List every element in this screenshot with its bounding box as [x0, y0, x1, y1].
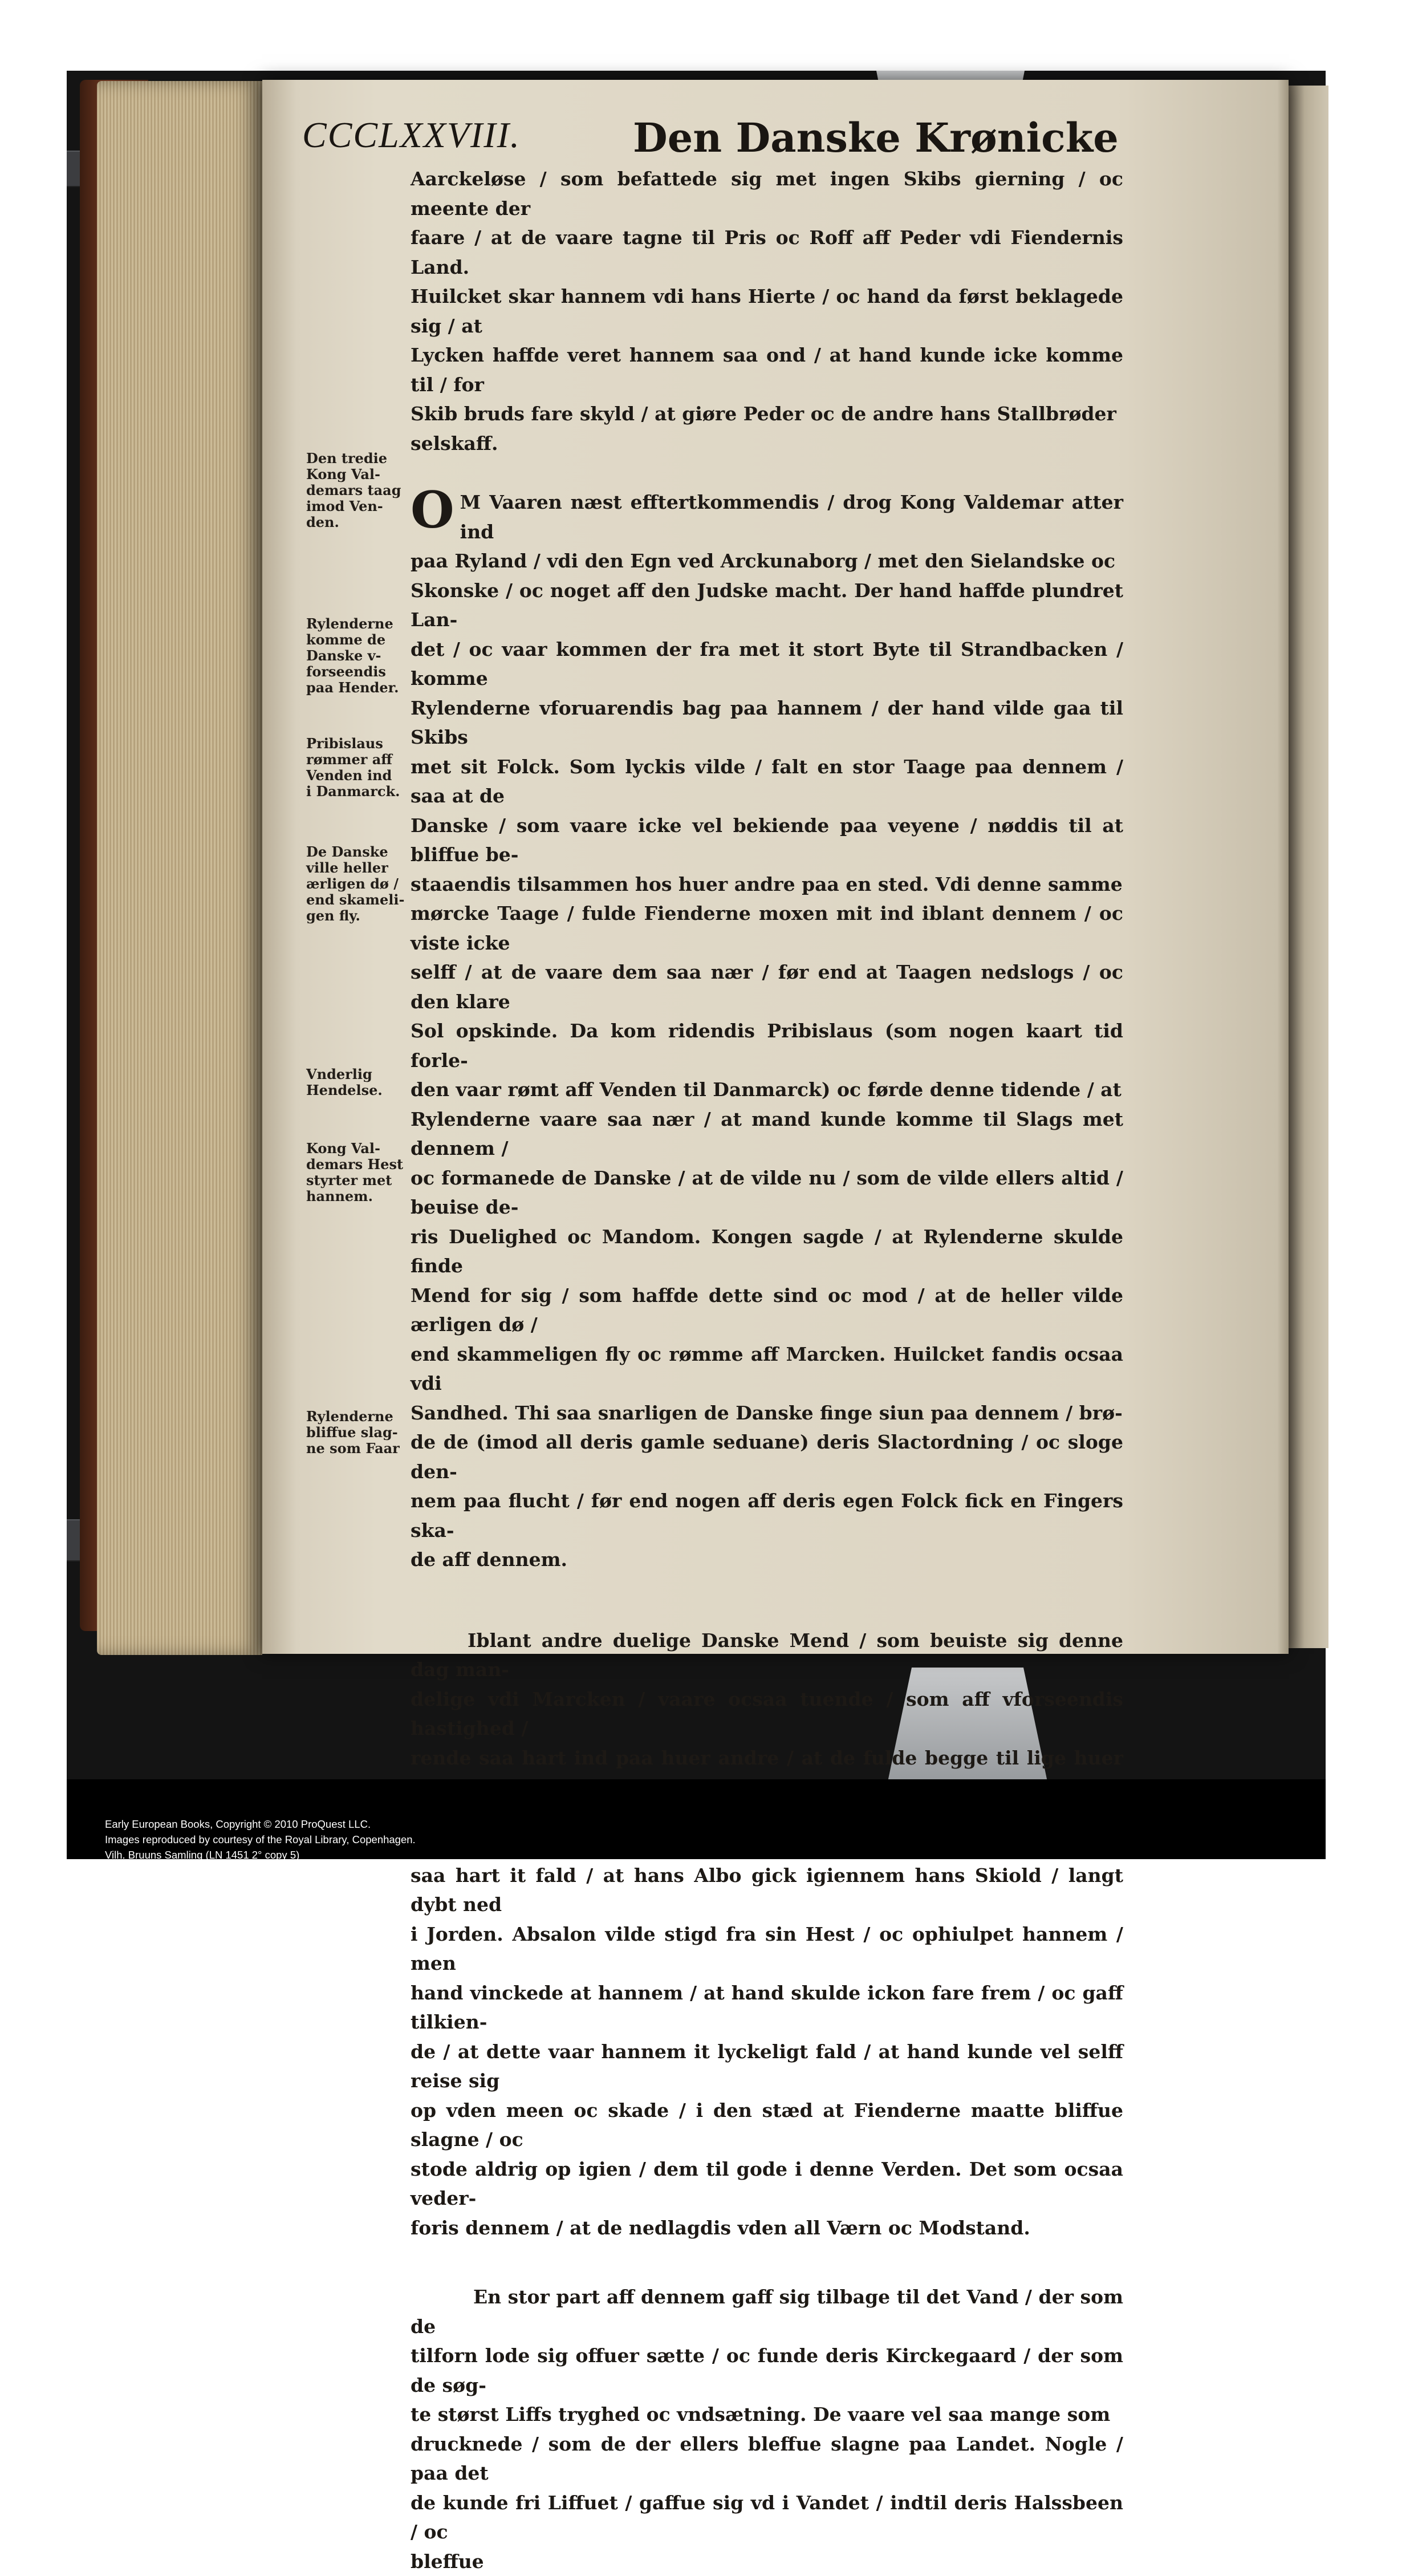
facing-page-edge — [1289, 86, 1328, 1648]
paragraph-2 — [411, 480, 1123, 1575]
main-text-block — [411, 164, 1123, 2576]
marginal-note: Pribislaus rømmer aff Venden ind i Danmarck. — [306, 735, 400, 800]
copyright-footer — [105, 1816, 416, 1863]
marginal-note: De Danske ville heller ærligen dø / end skameli- gen fly. — [306, 843, 405, 924]
marginal-note: Den tredie Kong Val- demars taag imod Ven- den. — [306, 450, 401, 530]
paragraph-2-text: M Vaaren næst efftertkommendis / drog Kong Valdemar atter ind paa Ryland / vdi den Egn ved Arckunaborg / met den Sielandske oc Skonske / oc noget aff den Judske macht. Der hand haffde plundret Lan- det / oc vaar kommen der fra met it stort Byte til Strandbacken / komme Rylenderne vforuarendis bag paa hannem / der hand vilde gaa til Skibs met sit Folck. Som lyckis vilde / falt en stor Taage paa dennem / saa at de Danske / som vaare icke vel bekiende paa veyene / nøddis til at bliffue be- staaendis tilsammen hos huer andre paa en sted. Vdi denne samme mørcke Taage / fulde Fienderne moxen mit ind iblant dennem / oc viste icke selff / at de vaare dem saa nær / før end at Taagen nedslogs / oc den klare Sol opskinde. Da kom ridendis Pribislaus (som nogen kaart tid forle- den vaar rømt aff Venden til Danmarck) oc førde denne tidende / at Rylenderne vaare saa nær / at mand kunde komme til Slags met dennem / oc formanede de Danske / at de vilde nu / som de vilde ellers altid / beuise de- ris Duelighed oc Mandom. Kongen sagde / at Rylenderne skulde finde Mend for sig / som haffde dette sind oc mod / at de heller vilde ærligen dø / end skammeligen fly oc rømme aff Marcken. Huilcket fandis ocsaa vdi Sandhed. Thi saa snarligen de Danske finge siun paa dennem / brø- de de (imod all deris gamle seduane) deris Slactordning / oc sloge den- nem paa flucht / før end nogen aff deris egen Folck fick en Fingers ska- de aff dennem. — [411, 491, 1123, 1571]
book-fore-edge — [97, 81, 262, 1655]
footer-line: Early European Books, Copyright © 2010 ProQuest LLC. — [105, 1818, 371, 1830]
marginal-note: Vnderlig Hendelse. — [306, 1066, 383, 1098]
page-folio: CCCLXXVIII. — [302, 115, 521, 155]
running-title: Den Danske Krønicke — [633, 114, 1119, 161]
footer-line: Vilh. Bruuns Samling (LN 1451 2° copy 5) — [105, 1849, 300, 1861]
footer-line: Images reproduced by courtesy of the Royal Library, Copenhagen. — [105, 1833, 416, 1845]
marginal-note: Rylenderne bliffue slag- ne som Faar — [306, 1408, 400, 1457]
paragraph-4: En stor part aff dennem gaff sig tilbage til det Vand / der som de tilforn lode sig offuer sætte / oc funde deris Kirckegaard / der som de søg- te størst Liffs tryghed oc vndsætning. De vaare vel saa mange som drucknede / som de der ellers bleffue slagne paa Landet. Nogle / paa det de kunde fri Liffuet / gaffue sig vd i Vandet / indtil deris Halssbeen / oc bleffue — [411, 2286, 1123, 2573]
drop-cap: O — [411, 480, 454, 539]
marginal-note: Kong Val- demars Hest styrter met hannem. — [306, 1140, 404, 1204]
marginal-note: Rylenderne komme de Danske v- forseendis paa Hender. — [306, 615, 399, 696]
paragraph-1: Aarckeløse / som befattede sig met ingen Skibs gierning / oc meente der faare / at de vaare tagne til Pris oc Roff aff Peder vdi Fiendernis Land. Huilcket skar hannem vdi hans Hierte / oc hand da først beklagede sig / at Lycken haffde veret hannem saa ond / at hand kunde icke komme til / for Skib bruds fare skyld / at giøre Peder oc de andre hans Stallbrøder selskaff. — [411, 168, 1123, 455]
paragraph-3: Iblant andre duelige Danske Mend / som beuiste sig denne dag man- delige vdi Marcken / vaare ocsaa tuende / som aff vforseendis hastighed / rende saa hart ind paa huer andre / at de fulde begge til lige huer saa hart it fald / at hans Albo gick igiennem hans Skiold / langt dybt ned i Jorden. Absalon vilde stigd fra sin Hest / oc ophiulpet hannem / men hand vinckede at hannem / at hand skulde ickon fare frem / oc gaff tilkien- de / at dette vaar hannem it lyckeligt fald / at hand kunde vel selff reise sig op vden meen oc skade / i den stæd at Fienderne maatte bliffue slagne / oc stode aldrig op igien / dem til gode i denne Verden. Det som ocsaa veder- foris dennem / at de nedlagdis vden all Værn oc Modstand. — [411, 1629, 1123, 2239]
